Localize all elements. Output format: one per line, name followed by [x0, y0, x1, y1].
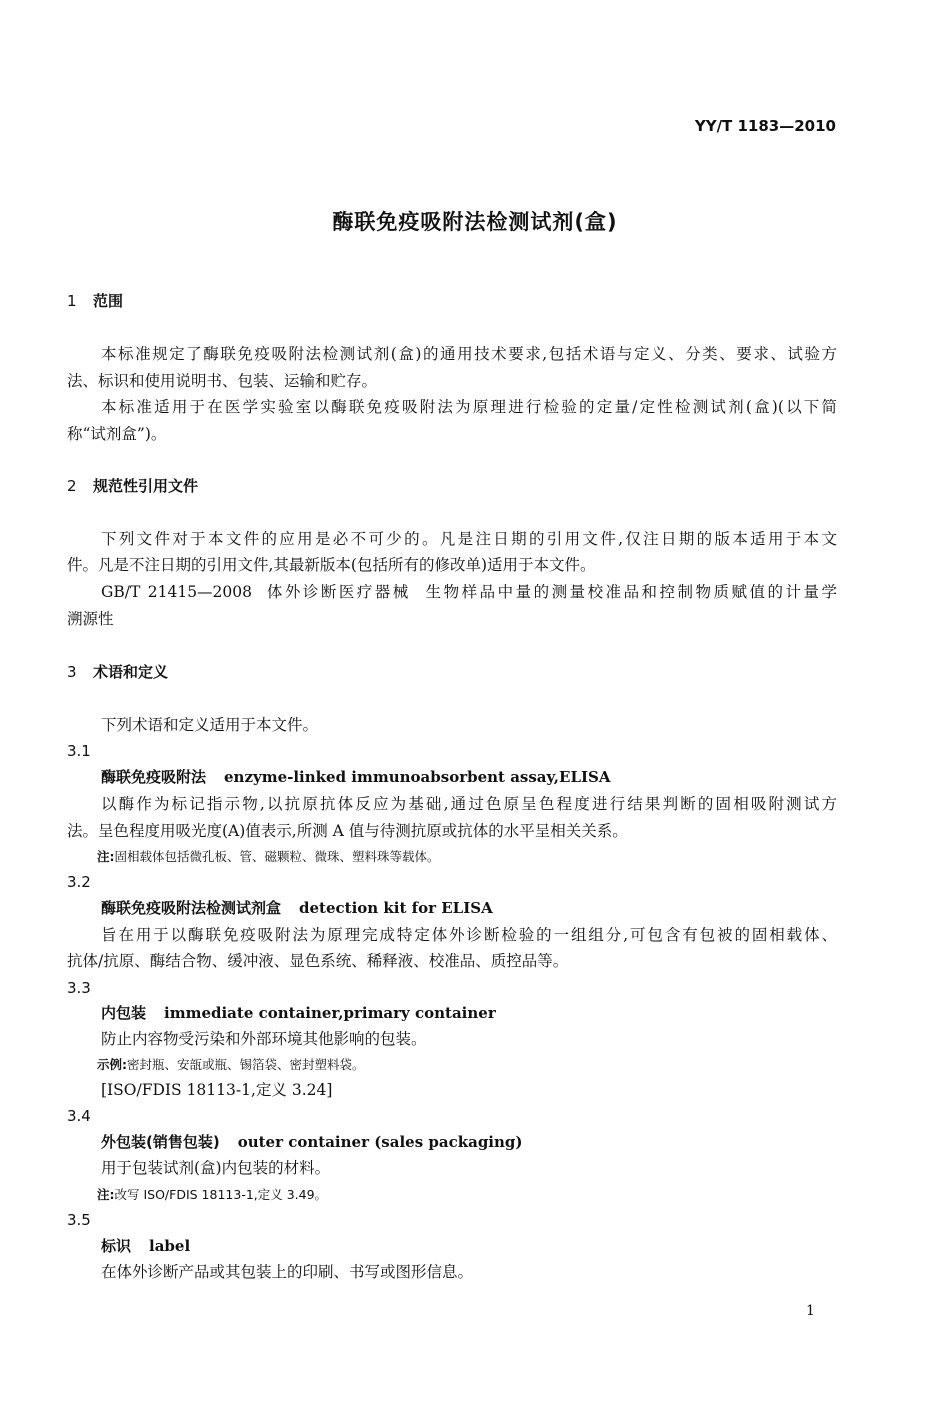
term-source: [ISO/FDIS 18113-1,定义 3.24] [101, 1081, 333, 1099]
section-3-heading [67, 662, 168, 682]
paragraph-line: 本标准适用于在医学实验室以酶联免疫吸附法为原理进行检验的定量/定性检测试剂(盒)(以下简 [101, 398, 837, 416]
term-entry [101, 898, 493, 918]
term-entry [101, 1132, 523, 1152]
term-chinese: 外包装(销售包装) [101, 1133, 220, 1151]
term-english: immediate container,primary container [164, 1004, 496, 1022]
example-label: 示例: [97, 1057, 127, 1072]
section-2-heading [67, 476, 198, 496]
section-title: 规范性引用文件 [93, 477, 199, 495]
term-chinese: 酶联免疫吸附法检测试剂盒 [101, 899, 282, 917]
term-english: label [149, 1237, 191, 1255]
definition-line: 在体外诊断产品或其包装上的印刷、书写或图形信息。 [101, 1263, 474, 1281]
term-example [97, 1055, 365, 1075]
definition-line: 以酶作为标记指示物,以抗原抗体反应为基础,通过色原呈色程度进行结果判断的固相吸附测试方 [101, 795, 837, 813]
paragraph-line: 下列文件对于本文件的应用是必不可少的。凡是注日期的引用文件,仅注日期的版本适用于本文 [101, 530, 837, 548]
standard-code: YY/T 1183—2010 [694, 117, 836, 135]
term-english: detection kit for ELISA [299, 899, 493, 917]
term-note [97, 847, 440, 867]
term-number: 3.3 [67, 979, 91, 997]
term-number: 3.1 [67, 742, 91, 760]
term-note [97, 1185, 327, 1205]
paragraph-line: 件。凡是不注日期的引用文件,其最新版本(包括所有的修改单)适用于本文件。 [67, 556, 596, 574]
reference-line: GB/T 21415—2008 体外诊断医疗器械 生物样品中量的测量校准品和控制物质赋值的计量学 [101, 583, 837, 601]
definition-line: 用于包装试剂(盒)内包装的材料。 [101, 1159, 331, 1177]
definition-line: 抗体/抗原、酶结合物、缓冲液、显色系统、稀释液、校准品、质控品等。 [67, 952, 569, 970]
reference-line: 溯源性 [67, 610, 114, 628]
section-1-heading [67, 291, 123, 311]
term-chinese: 内包装 [101, 1004, 147, 1022]
term-chinese: 标识 [101, 1237, 132, 1255]
term-entry [101, 1236, 190, 1256]
term-english: enzyme-linked immunoabsorbent assay,ELISA [224, 768, 611, 786]
term-number: 3.4 [67, 1107, 91, 1125]
section-title: 范围 [93, 292, 124, 310]
term-entry [101, 767, 611, 787]
paragraph-line: 法、标识和使用说明书、包装、运输和贮存。 [67, 372, 378, 390]
term-english: outer container (sales packaging) [237, 1133, 523, 1151]
page-number: 1 [806, 1303, 815, 1319]
note-text: 改写 ISO/FDIS 18113-1,定义 3.49。 [114, 1187, 328, 1202]
section-number: 3 [67, 663, 77, 681]
section-title: 术语和定义 [93, 663, 169, 681]
term-number: 3.2 [67, 873, 91, 891]
note-label: 注: [97, 1187, 115, 1202]
note-text: 固相载体包括微孔板、管、磁颗粒、微珠、塑料珠等载体。 [114, 849, 440, 864]
definition-line: 旨在用于以酶联免疫吸附法为原理完成特定体外诊断检验的一组组分,可包含有包被的固相载体、 [101, 926, 837, 944]
section-number: 1 [67, 292, 77, 310]
example-text: 密封瓶、安瓿或瓶、锡箔袋、密封塑料袋。 [127, 1057, 365, 1072]
document-title: 酶联免疫吸附法检测试剂(盒) [332, 210, 618, 234]
term-entry [101, 1003, 496, 1023]
section-number: 2 [67, 477, 77, 495]
paragraph-line: 本标准规定了酶联免疫吸附法检测试剂(盒)的通用技术要求,包括术语与定义、分类、要求、试验方 [101, 345, 837, 363]
paragraph-line: 称“试剂盒”)。 [67, 425, 167, 443]
term-chinese: 酶联免疫吸附法 [101, 768, 207, 786]
section-intro: 下列术语和定义适用于本文件。 [101, 716, 319, 734]
term-number: 3.5 [67, 1211, 91, 1229]
note-label: 注: [97, 849, 115, 864]
definition-line: 法。呈色程度用吸光度(A)值表示,所测 A 值与待测抗原或抗体的水平呈相关关系。 [67, 822, 628, 840]
definition-line: 防止内容物受污染和外部环境其他影响的包装。 [101, 1030, 427, 1048]
